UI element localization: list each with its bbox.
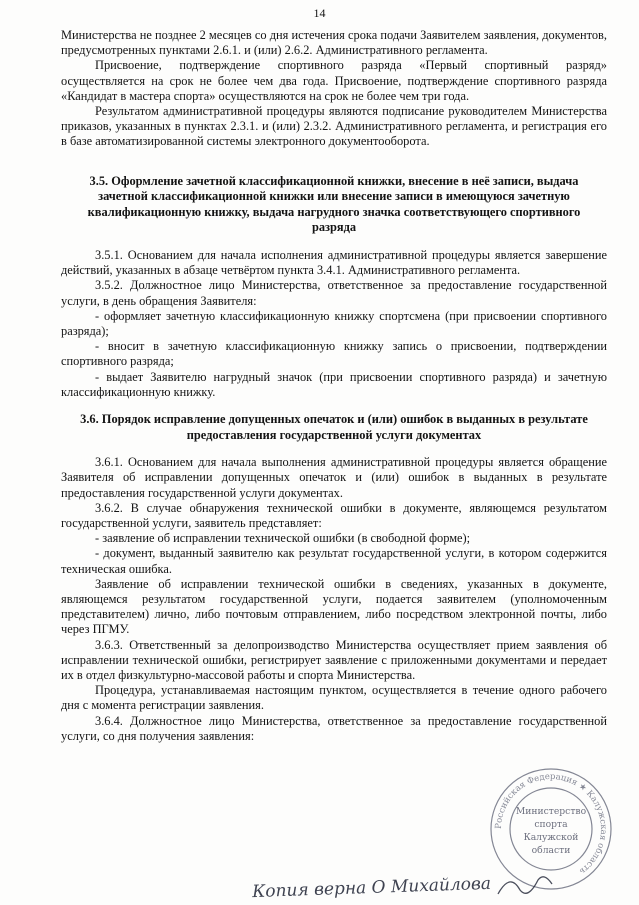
list-item: - вносит в зачетную классификационную книжку запись о присвоении, подтверждении спортивного разряда;: [61, 339, 607, 369]
list-item: - выдает Заявителю нагрудный значок (при присвоении спортивного разряда) и зачетную классификационную книжку.: [61, 369, 607, 399]
list-item: - заявление об исправлении технической ошибки (в свободной форме);: [95, 531, 471, 546]
section-heading-3-5: 3.5. Оформление зачетной классификационной книжки, внесение в неё записи, выдача зачетной классификационной книжки или внесение записи в имеющуюся зачетную квалификационную книжку, выдача нагрудного значка соответствующего спортивного разряда: [87, 173, 581, 235]
list-item: - документ, выданный заявителю как результат государственной услуги, в котором содержится техническая ошибка.: [61, 546, 607, 576]
paragraph: Процедура, устанавливаемая настоящим пунктом, осуществляется в течение одного рабочего дня с момента регистрации заявления.: [61, 683, 607, 713]
paragraph: 3.6.1. Основанием для начала выполнения административной процедуры является обращение Заявителя об исправлении допущенных опечаток и (или) ошибок в выданных в результате предоставления государственной услуги документах.: [61, 455, 607, 500]
document-body: [61, 28, 607, 744]
section-heading-3-6: 3.6. Порядок исправление допущенных опечаток и (или) ошибок в выданных в результате предоставления государственной услуги документах: [80, 412, 588, 442]
stamp-line: Калужской: [523, 832, 579, 843]
paragraph: 3.5.1. Основанием для начала исполнения административной процедуры является завершение действий, указанных в абзаце четвёртом пункта 3.4.1. Административного регламента.: [61, 248, 607, 278]
paragraph: 3.6.3. Ответственный за делопроизводство Министерства осуществляет прием заявления об исправлении технической ошибки, регистрирует заявление с приложенными документами и передает их в отдел физкультурно-массовой работы и спорта Министерства.: [61, 637, 607, 683]
signature-text: Копия верна О Михайлова: [251, 873, 492, 902]
paragraph: Министерства не позднее 2 месяцев со дня истечения срока подачи Заявителем заявления, документов, предусмотренных пунктами 2.6.1. и (или) 2.6.2. Административного регламента.: [61, 28, 607, 58]
paragraph: Присвоение, подтверждение спортивного разряда «Первый спортивный разряд» осуществляется на срок не более чем два года. Присвоение, подтверждение спортивного разряда «Кандидат в мастера спорта» осуществляются на срок не более чем три года.: [61, 58, 607, 103]
stamp-line: Министерство: [515, 806, 587, 817]
page-number: 14: [313, 6, 326, 20]
stamp-ring-text: Российская Федерация ★ Калужская область: [493, 771, 609, 876]
paragraph: 3.6.4. Должностное лицо Министерства, ответственное за предоставление государственной услуги, со дня получения заявления:: [61, 713, 607, 743]
handwritten-signature-icon: [248, 868, 558, 902]
list-item: - оформляет зачетную классификационную книжку спортсмена (при присвоении спортивного разряда);: [61, 308, 607, 339]
stamp-line: спорта: [534, 819, 568, 830]
stamp-line: области: [531, 845, 571, 856]
paragraph: 3.5.2. Должностное лицо Министерства, ответственное за предоставление государственной услуги, в день обращения Заявителя:: [61, 278, 607, 308]
paragraph: Результатом административной процедуры являются подписание руководителем Министерства приказов, указанных в пунктах 2.3.1. и (или) 2.3.2. Административного регламента, и регистрация его в базе автоматизированной системы электронного документооборота.: [61, 104, 607, 149]
paragraph: 3.6.2. В случае обнаружения технической ошибки в документе, являющемся результатом государственной услуги, заявитель представляет:: [61, 500, 607, 531]
paragraph: Заявление об исправлении технической ошибки в сведениях, указанных в документе, являющемся результатом государственной услуги, подается заявителем (уполномоченным представителем) лично, либо почтовым отправлением, либо посредством электронной почты, либо через ПГМУ.: [61, 576, 607, 637]
